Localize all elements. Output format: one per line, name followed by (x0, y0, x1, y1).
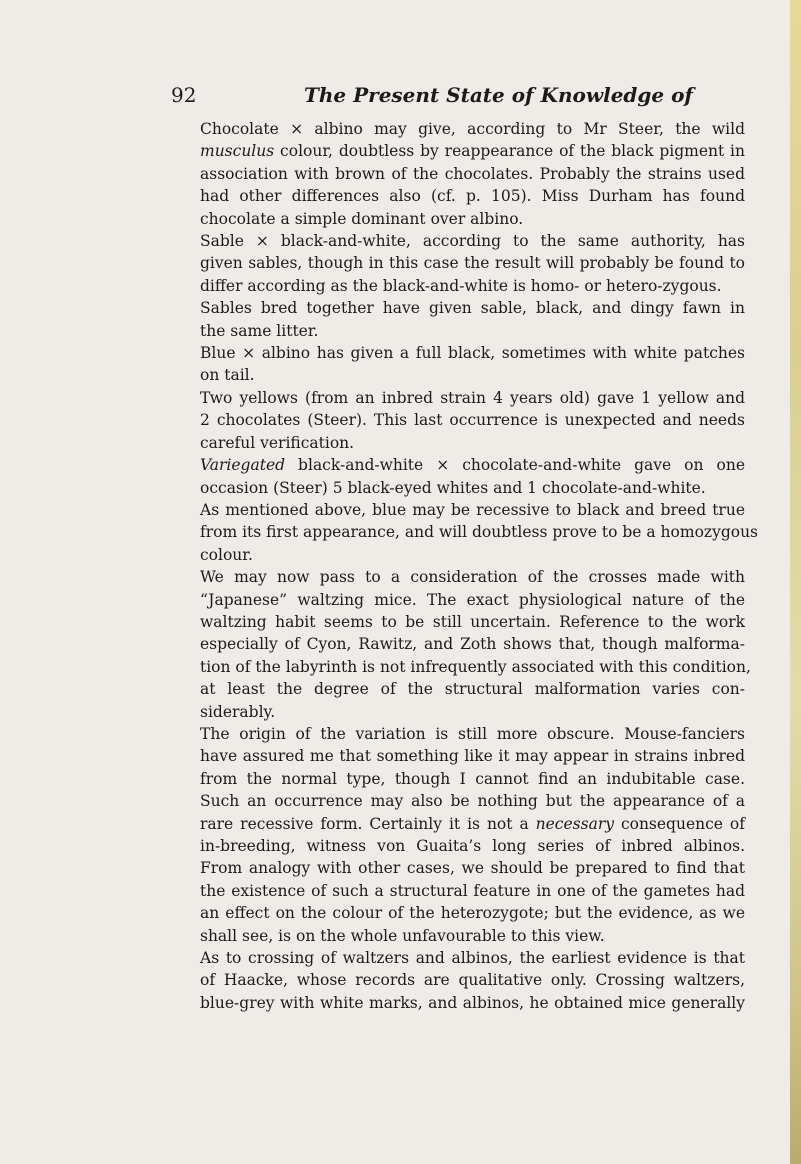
text-line: “Japanese” waltzing mice. The exact physiological nature of the (200, 590, 745, 609)
paragraph (200, 387, 745, 454)
text-line: Such an occurrence may also be nothing but the appearance of a (200, 792, 745, 811)
text-line: shall see, is on the whole unfavourable to this view. (200, 926, 605, 945)
text-line: From analogy with other cases, we should be prepared to find that (200, 859, 745, 878)
text-line: of Haacke, whose records are qualitative only. Crossing waltzers, (200, 971, 745, 990)
text-line: As to crossing of waltzers and albinos, the earliest evidence is that (200, 949, 745, 968)
text-line: rare recessive form. Certainly it is not a necessary consequence of (200, 814, 745, 833)
text-line: from the normal type, though I cannot find an indubitable case. (200, 769, 745, 788)
body-text (200, 118, 759, 1014)
text-line: given sables, though in this case the result will probably be found to (200, 254, 745, 273)
text-line: careful verification. (200, 433, 355, 452)
page-header (0, 80, 790, 110)
paragraph (200, 566, 751, 723)
text-line: Blue × albino has given a full black, sometimes with white patches (200, 344, 745, 363)
text-line: Two yellows (from an inbred strain 4 years old) gave 1 yellow and (200, 388, 745, 407)
text-line: chocolate a simple dominant over albino. (200, 209, 524, 228)
paragraph (200, 118, 745, 230)
text-line: had other differences also (cf. p. 105). Miss Durham has found (200, 187, 745, 206)
text-line: siderably. (200, 702, 276, 721)
paragraph (200, 947, 745, 1014)
page-edge (790, 0, 801, 1164)
text-line: the existence of such a structural feature in one of the gametes had (200, 881, 745, 900)
paragraph (200, 230, 745, 297)
text-line: We may now pass to a consideration of the crosses made with (200, 568, 745, 587)
text-line: association with brown of the chocolates. Probably the strains used (200, 164, 745, 183)
paragraph (200, 723, 745, 947)
text-line: As mentioned above, blue may be recessive to black and breed true (200, 500, 745, 519)
text-line: blue-grey with white marks, and albinos, he obtained mice generally (200, 993, 745, 1012)
text-line: waltzing habit seems to be still uncertain. Reference to the work (200, 612, 745, 631)
text-line: Sable × black-and-white, according to the same authority, has (200, 232, 745, 251)
paragraph (200, 454, 745, 499)
text-line: musculus colour, doubtless by reappearance of the black pigment in (200, 142, 745, 161)
text-line: occasion (Steer) 5 black-eyed whites and 1 chocolate-and-white. (200, 478, 706, 497)
text-line: especially of Cyon, Rawitz, and Zoth shows that, though malforma- (200, 635, 745, 654)
text-line: The origin of the variation is still more obscure. Mouse-fanciers (200, 724, 745, 743)
text-line: Sables bred together have given sable, black, and dingy fawn in (200, 299, 745, 318)
text-line: 2 chocolates (Steer). This last occurrence is unexpected and needs (200, 411, 745, 430)
text-line: colour. (200, 545, 253, 564)
text-line: an effect on the colour of the heterozygote; but the evidence, as we (200, 904, 745, 923)
text-line: on tail. (200, 366, 255, 385)
page-number: 92 (171, 83, 197, 107)
paragraph (200, 342, 745, 387)
text-line: the same litter. (200, 321, 319, 340)
text-line: at least the degree of the structural malformation varies con- (200, 680, 745, 699)
text-line: tion of the labyrinth is not infrequently associated with this condition, (200, 657, 751, 676)
paragraph (200, 297, 745, 342)
text-line: Variegated black-and-white × chocolate-and-white gave on one (200, 456, 745, 475)
text-line: in-breeding, witness von Guaita’s long series of inbred albinos. (200, 837, 745, 855)
text-line: differ according as the black-and-white is homo- or hetero-zygous. (200, 276, 722, 295)
running-title: The Present State of Knowledge of (304, 83, 694, 107)
text-line: Chocolate × albino may give, according to Mr Steer, the wild (200, 120, 745, 138)
text-line: have assured me that something like it may appear in strains inbred (200, 747, 745, 766)
paragraph (200, 499, 759, 566)
text-line: from its first appearance, and will doubtless prove to be a homozygous (200, 523, 759, 542)
